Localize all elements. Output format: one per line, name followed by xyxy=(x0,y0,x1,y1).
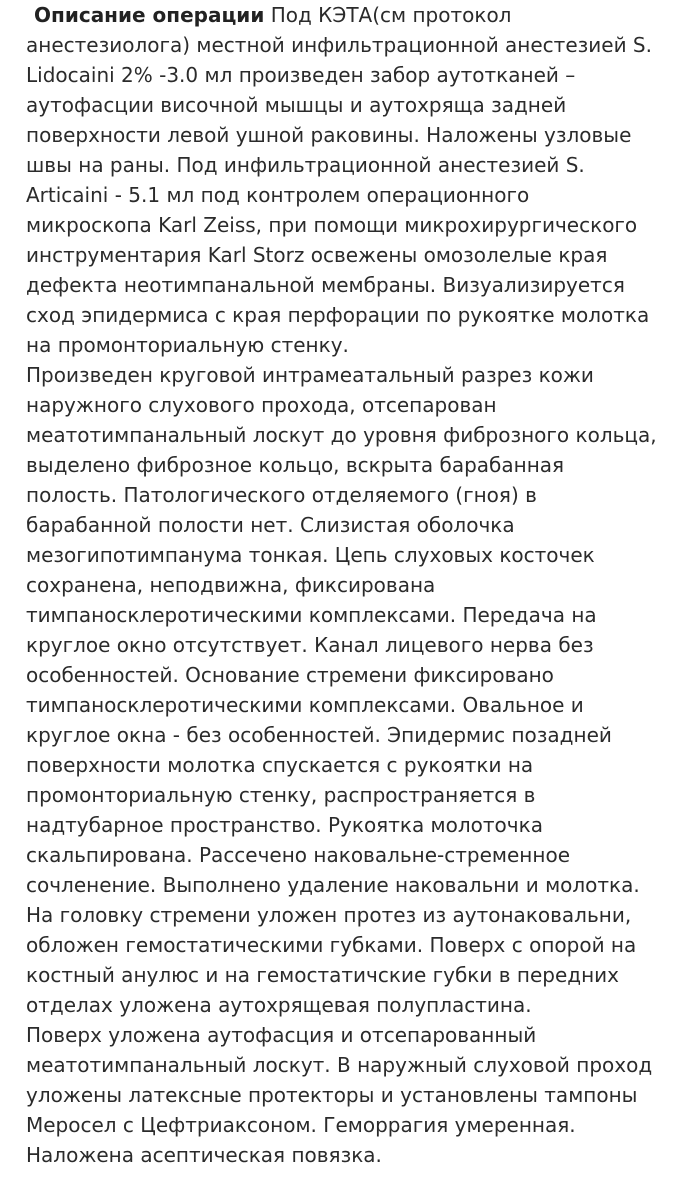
text-line: особенностей. Основание стремени фиксировано xyxy=(26,663,554,687)
text-line: сход эпидермиса с края перфорации по рукоятке молотка xyxy=(26,303,650,327)
text-line: Поверх уложена аутофасция и отсепарованный xyxy=(26,1023,537,1047)
text-line: скальпирована. Рассечено наковальне-стременное xyxy=(26,843,570,867)
operation-description xyxy=(26,0,686,1170)
text-line: Меросел с Цефтриаксоном. Геморрагия умеренная. xyxy=(26,1113,576,1137)
text-line: меатотимпанальный лоскут до уровня фиброзного кольца, xyxy=(26,423,657,447)
text-line: микроскопа Karl Zeiss, при помощи микрохирургического xyxy=(26,213,638,237)
text-line: наружного слухового прохода, отсепарован xyxy=(26,393,497,417)
text-line: поверхности левой ушной раковины. Наложены узловые xyxy=(26,123,632,147)
text-line: уложены латексные протекторы и установлены тампоны xyxy=(26,1083,638,1107)
text-line: Наложена асептическая повязка. xyxy=(26,1143,382,1167)
text-line: круглое окно отсутствует. Канал лицевого нерва без xyxy=(26,633,594,657)
text-line: отделах уложена аутохрящевая полупластина. xyxy=(26,993,532,1017)
text-line: анестезиолога) местной инфильтрационной анестезией S. xyxy=(26,33,652,57)
text-line: аутофасции височной мышцы и аутохряща задней xyxy=(26,93,567,117)
text-line-first xyxy=(26,0,686,30)
text-line: надтубарное пространство. Рукоятка молоточка xyxy=(26,813,543,837)
text-line: швы на раны. Под инфильтрационной анестезией S. xyxy=(26,153,585,177)
text-line: дефекта неотимпанальной мембраны. Визуализируется xyxy=(26,273,625,297)
text-line: сохранена, неподвижна, фиксирована xyxy=(26,573,436,597)
text-line: меатотимпанальный лоскут. В наружный слуховой проход xyxy=(26,1053,653,1077)
section-label: Описание операции xyxy=(34,3,265,27)
text-line: тимпаносклеротическими комплексами. Овальное и xyxy=(26,693,584,717)
text-line: Произведен круговой интрамеатальный разрез кожи xyxy=(26,363,594,387)
text-line: промонториальную стенку, распространяется в xyxy=(26,783,536,807)
text-line: сочленение. Выполнено удаление наковальни и молотка. xyxy=(26,873,640,897)
text-line: костный анулюс и на гемостатичские губки в передних xyxy=(26,963,619,987)
text-line: инструментария Karl Storz освежены омозолелые края xyxy=(26,243,608,267)
text-line: Lidocaini 2% -3.0 мл произведен забор аутотканей – xyxy=(26,63,576,87)
text-line: круглое окна - без особенностей. Эпидермис позадней xyxy=(26,723,612,747)
text-line: На головку стремени уложен протез из аутонаковальни, xyxy=(26,903,632,927)
text-line: обложен гемостатическими губками. Поверх с опорой на xyxy=(26,933,637,957)
text-line: мезогипотимпанума тонкая. Цепь слуховых косточек xyxy=(26,543,595,567)
text-line: на промонториальную стенку. xyxy=(26,333,349,357)
text-line: Под КЭТА(см протокол xyxy=(270,3,512,27)
text-line: выделено фиброзное кольцо, вскрыта барабанная xyxy=(26,453,565,477)
text-line: полость. Патологического отделяемого (гноя) в xyxy=(26,483,537,507)
text-line: Articaini - 5.1 мл под контролем операционного xyxy=(26,183,530,207)
text-line: поверхности молотка спускается с рукоятки на xyxy=(26,753,534,777)
text-line: барабанной полости нет. Слизистая оболочка xyxy=(26,513,515,537)
text-line: тимпаносклеротическими комплексами. Передача на xyxy=(26,603,597,627)
